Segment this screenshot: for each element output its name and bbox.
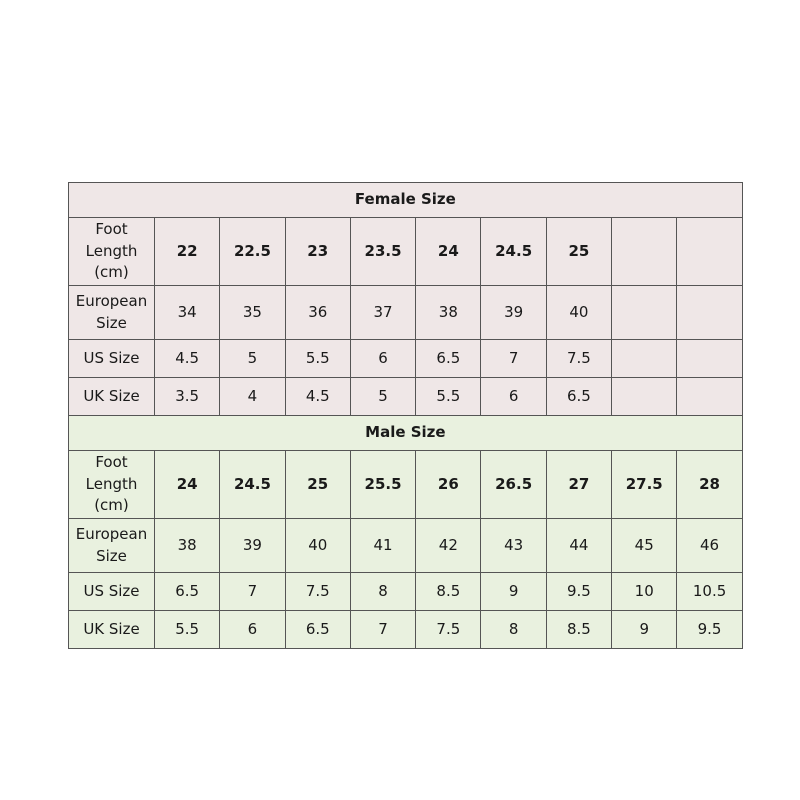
size-cell: 4.5 (285, 378, 350, 416)
size-cell: 46 (677, 519, 742, 573)
row-label-line: European (75, 291, 148, 310)
size-cell: 28 (677, 451, 742, 519)
size-cell: 5.5 (155, 611, 220, 649)
size-cell: 6.5 (155, 573, 220, 611)
size-cell: 23 (285, 218, 350, 286)
size-cell: 9 (612, 611, 677, 649)
male-size-section (69, 416, 743, 649)
size-cell: 41 (350, 519, 415, 573)
size-cell: 4.5 (155, 340, 220, 378)
size-cell: 9 (481, 573, 546, 611)
row-label-line: Foot (95, 452, 128, 471)
size-cell: 22.5 (220, 218, 285, 286)
size-cell: 6 (220, 611, 285, 649)
size-cell: 7 (220, 573, 285, 611)
size-cell: 7 (350, 611, 415, 649)
row-label-line: Length (85, 241, 138, 260)
row-label-line: Size (96, 313, 127, 332)
size-cell: 38 (155, 519, 220, 573)
size-cell: 9.5 (546, 573, 611, 611)
size-cell: 8 (350, 573, 415, 611)
size-chart-table (68, 182, 743, 649)
size-cell: 38 (416, 286, 481, 340)
size-cell: 40 (546, 286, 611, 340)
row-label (69, 218, 155, 286)
row-label-line: Foot (95, 219, 128, 238)
size-cell (612, 286, 677, 340)
size-cell: 25 (285, 451, 350, 519)
size-cell: 6.5 (285, 611, 350, 649)
size-cell: 43 (481, 519, 546, 573)
size-cell (677, 218, 742, 286)
table-row (69, 611, 743, 649)
size-cell: 8.5 (416, 573, 481, 611)
size-cell (612, 218, 677, 286)
size-cell (677, 340, 742, 378)
row-label (69, 340, 155, 378)
table-row (69, 519, 743, 573)
female-size-section (69, 183, 743, 416)
table-row (69, 286, 743, 340)
size-cell: 10.5 (677, 573, 742, 611)
row-label (69, 573, 155, 611)
row-label-line: US Size (83, 581, 140, 600)
size-cell: 5 (350, 378, 415, 416)
row-label-line: (cm) (94, 263, 129, 282)
row-label-line: Size (96, 546, 127, 565)
size-cell: 5.5 (285, 340, 350, 378)
table-row (69, 218, 743, 286)
size-cell: 6 (350, 340, 415, 378)
size-cell: 7.5 (285, 573, 350, 611)
size-cell: 8 (481, 611, 546, 649)
size-cell: 35 (220, 286, 285, 340)
size-cell: 34 (155, 286, 220, 340)
row-label-line: US Size (83, 348, 140, 367)
size-cell: 10 (612, 573, 677, 611)
size-cell: 45 (612, 519, 677, 573)
size-cell: 27.5 (612, 451, 677, 519)
row-label (69, 378, 155, 416)
table-row (69, 378, 743, 416)
size-cell: 24 (155, 451, 220, 519)
size-cell: 6.5 (416, 340, 481, 378)
size-cell: 36 (285, 286, 350, 340)
size-cell: 23.5 (350, 218, 415, 286)
size-cell: 7.5 (546, 340, 611, 378)
size-cell: 42 (416, 519, 481, 573)
size-cell: 6 (481, 378, 546, 416)
row-label-line: UK Size (83, 619, 140, 638)
table-row (69, 573, 743, 611)
table-row (69, 451, 743, 519)
row-label-line: (cm) (94, 496, 129, 515)
male-size-title: Male Size (69, 416, 743, 451)
size-cell: 7 (481, 340, 546, 378)
row-label (69, 451, 155, 519)
size-cell: 40 (285, 519, 350, 573)
size-cell: 27 (546, 451, 611, 519)
row-label (69, 519, 155, 573)
size-cell: 26 (416, 451, 481, 519)
size-cell: 8.5 (546, 611, 611, 649)
size-cell (612, 340, 677, 378)
size-cell: 26.5 (481, 451, 546, 519)
table-row (69, 340, 743, 378)
size-cell: 39 (481, 286, 546, 340)
size-cell: 3.5 (155, 378, 220, 416)
size-cell: 39 (220, 519, 285, 573)
row-label-line: European (75, 524, 148, 543)
size-cell: 25 (546, 218, 611, 286)
row-label (69, 611, 155, 649)
size-cell: 9.5 (677, 611, 742, 649)
size-cell: 24 (416, 218, 481, 286)
female-size-title: Female Size (69, 183, 743, 218)
size-cell: 24.5 (220, 451, 285, 519)
size-cell (677, 286, 742, 340)
size-cell: 5 (220, 340, 285, 378)
row-label (69, 286, 155, 340)
size-cell: 7.5 (416, 611, 481, 649)
size-cell: 6.5 (546, 378, 611, 416)
size-cell (612, 378, 677, 416)
size-cell: 24.5 (481, 218, 546, 286)
size-cell: 37 (350, 286, 415, 340)
size-cell: 44 (546, 519, 611, 573)
size-cell: 22 (155, 218, 220, 286)
size-cell: 5.5 (416, 378, 481, 416)
size-cell (677, 378, 742, 416)
row-label-line: Length (85, 474, 138, 493)
size-cell: 4 (220, 378, 285, 416)
size-cell: 25.5 (350, 451, 415, 519)
row-label-line: UK Size (83, 386, 140, 405)
